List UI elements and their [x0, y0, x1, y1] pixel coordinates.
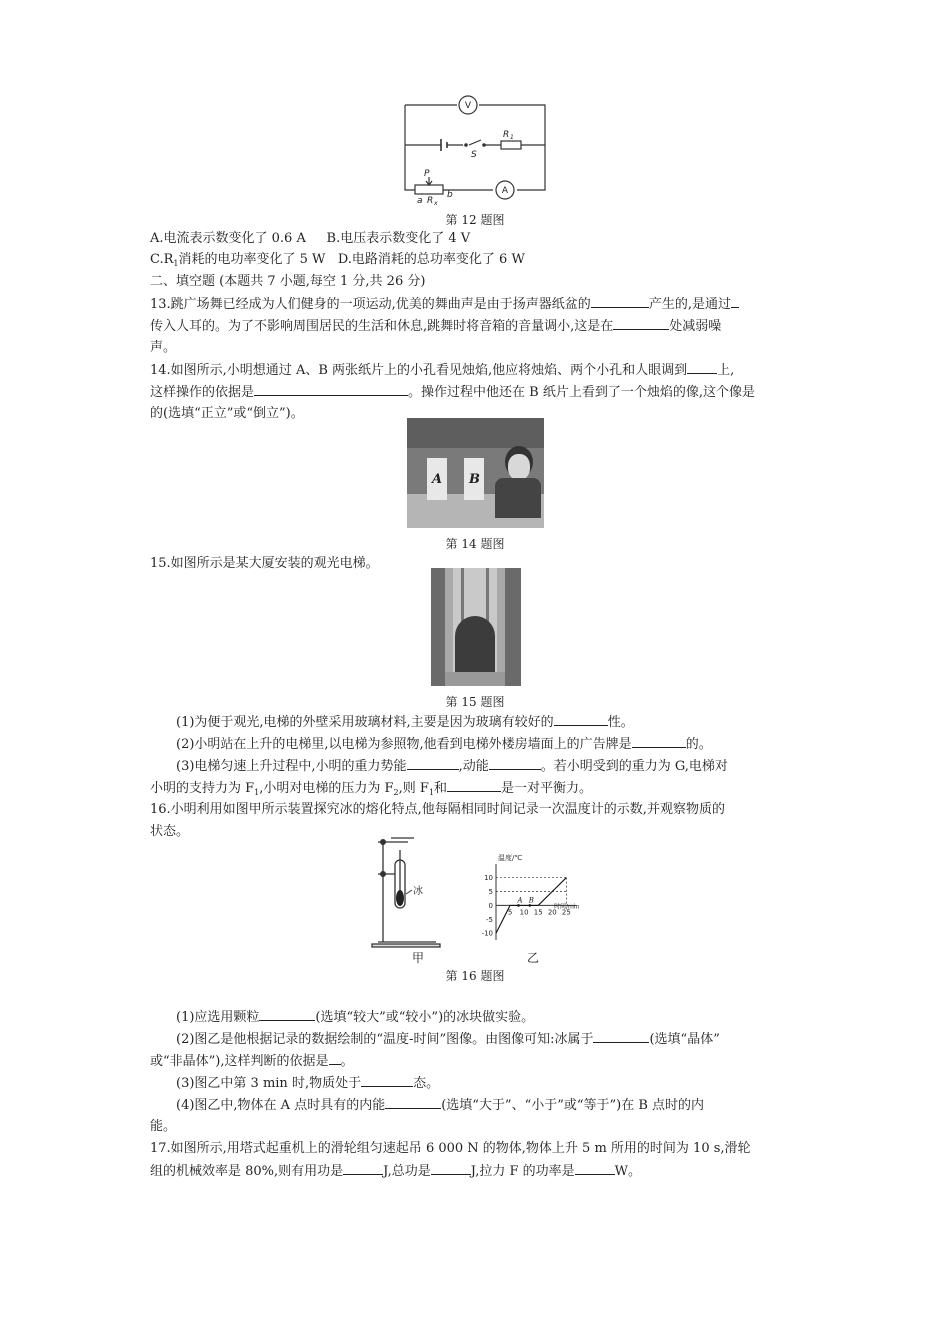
q16-apparatus — [368, 832, 468, 950]
q16-sub1: (1)应选用颗粒 (选填“较大”或“较小”)的冰块做实验。 — [176, 1007, 534, 1028]
q15-sub3-line2: 小明的支持力为 $F_1$,小明对电梯的压力为 $F_2$,则 $F_1$和 是一对平衡力。 — [150, 778, 592, 803]
switch-label: S — [471, 150, 477, 160]
q17-blank-3[interactable] — [575, 1161, 615, 1175]
q15-sub1: (1)为便于观光,电梯的外壁采用玻璃材料,主要是因为玻璃有较好的 性。 — [176, 712, 634, 733]
q15-blank-1[interactable] — [554, 712, 608, 726]
y-tick--5: -5 — [486, 915, 493, 924]
y-tick-0: 0 — [488, 901, 493, 910]
y-axis-label: 温度/℃ — [498, 854, 523, 862]
q13-line3: 声。 — [150, 340, 177, 355]
ice-label: 冰 — [413, 886, 423, 897]
r1-label: R — [503, 130, 510, 140]
q16-blank-5[interactable] — [385, 1095, 441, 1109]
x-tick-25: 25 — [561, 908, 571, 917]
q14-blank-1[interactable] — [687, 360, 717, 374]
ammeter-symbol: A — [501, 186, 509, 196]
q12-option-b: B.电压表示数变化了 4 V — [326, 231, 471, 246]
q15-sub2: (2)小明站在上升的电梯里,以电梯为参照物,他看到电梯外楼房墙面上的广告牌是 的。 — [176, 734, 712, 755]
point-A — [517, 904, 520, 907]
q17-line2: 组的机械效率是 80%,则有用功是 J,总功是 J,拉力 F 的功率是 W。 — [150, 1161, 641, 1182]
end-a-label: a — [417, 196, 423, 205]
point-B — [528, 904, 531, 907]
label-jia: 甲 — [411, 951, 424, 965]
x-tick-15: 15 — [533, 908, 543, 917]
x-axis-label: 时间/min — [554, 903, 580, 911]
q16-sub3: (3)图乙中第 3 min 时,物质处于 态。 — [176, 1073, 439, 1094]
x-tick-10: 10 — [519, 908, 529, 917]
slider-p-label: P — [424, 169, 430, 179]
q16-sub2-line1: (2)图乙是他根据记录的数据绘制的“温度-时间”图像。由图像可知:冰属于 (选填“晶体” — [176, 1029, 720, 1050]
q16-blank-4[interactable] — [361, 1073, 413, 1087]
q16-blank-2[interactable] — [593, 1029, 649, 1043]
q16-line1: 16.小明利用如图甲所示装置探究冰的熔化特点,他每隔相同时间记录一次温度计的示数,并观察物质的 — [150, 802, 725, 817]
q15-line1: 15.如图所示是某大厦安装的观光电梯。 — [150, 556, 379, 571]
q13-blank-2[interactable] — [731, 294, 739, 308]
x-tick-5: 5 — [507, 908, 513, 917]
q15-caption: 第 15 题图 — [445, 695, 505, 709]
q16-sub4-line2: 能。 — [150, 1119, 177, 1134]
q12-options-row1 — [150, 229, 470, 249]
q14-caption: 第 14 题图 — [445, 537, 505, 551]
q17-blank-1[interactable] — [343, 1161, 383, 1175]
q12-option-c: $C.R_1$消耗的电功率变化了 5 W — [150, 252, 326, 268]
q16-blank-3[interactable] — [329, 1051, 341, 1065]
q16-line2: 状态。 — [150, 824, 190, 839]
r1-sub: 1 — [510, 134, 514, 141]
q15-sub3-line1: (3)电梯匀速上升过程中,小明的重力势能 ,动能 。若小明受到的重力为 G,电梯对 — [176, 756, 728, 777]
q12-option-a: A.电流表示数变化了 0.6 A — [150, 231, 306, 246]
q15-blank-3[interactable] — [407, 756, 459, 770]
q17-blank-2[interactable] — [431, 1161, 471, 1175]
q16-sub2-line2: 或“非晶体”),这样判断的依据是 。 — [150, 1051, 354, 1072]
q12-options-row2 — [150, 250, 525, 274]
q14-photo — [407, 418, 544, 528]
q15-blank-2[interactable] — [632, 734, 686, 748]
q15-photo — [431, 568, 521, 686]
q14-blank-2[interactable] — [254, 382, 408, 396]
y-tick-5: 5 — [488, 887, 493, 896]
rx-sub: x — [434, 200, 438, 205]
paper-b-label: B — [469, 472, 480, 487]
q14-line1: 14.如图所示,小明想通过 A、B 两张纸片上的小孔看见烛焰,他应将烛焰、两个小孔和人眼调到 上, — [150, 360, 734, 381]
q16-caption: 第 16 题图 — [445, 969, 505, 983]
paper-a-label: A — [432, 472, 443, 487]
q17-line1: 17.如图所示,用塔式起重机上的滑轮组匀速起吊 6 000 N 的物体,物体上升 5 m 所用的时间为 10 s,滑轮 — [150, 1141, 751, 1156]
end-b-label: b — [447, 190, 453, 200]
x-tick-20: 20 — [547, 908, 557, 917]
q14-line3: 的(选填“正立”或“倒立”)。 — [150, 406, 304, 421]
q14-line2: 这样操作的依据是 。操作过程中他还在 B 纸片上看到了一个烛焰的像,这个像是 — [150, 382, 755, 403]
y-tick--10: -10 — [481, 929, 493, 938]
q12-option-d: D.电路消耗的总功率变化了 6 W — [337, 252, 525, 267]
q15-blank-4[interactable] — [489, 756, 541, 770]
point-label-B: B — [528, 896, 534, 905]
voltmeter-symbol: V — [464, 101, 472, 111]
point-label-A: A — [517, 896, 523, 905]
q13-line1: 13.跳广场舞已经成为人们健身的一项运动,优美的舞曲声是由于扬声器纸盆的 产生的,是通过 — [150, 294, 739, 315]
q16-temperature-chart — [472, 852, 582, 947]
label-yi: 乙 — [526, 951, 539, 965]
y-tick-10: 10 — [484, 874, 493, 883]
q12-circuit-diagram — [395, 95, 555, 205]
q13-blank-3[interactable] — [613, 316, 669, 330]
q16-blank-1[interactable] — [259, 1007, 315, 1021]
section-heading: 二、填空题 (本题共 7 小题,每空 1 分,共 26 分) — [150, 274, 426, 289]
q13-line2: 传入人耳的。为了不影响周围居民的生活和休息,跳舞时将音箱的音量调小,这是在 处减弱噪 — [150, 316, 721, 337]
q13-blank-1[interactable] — [591, 294, 649, 308]
q12-caption: 第 12 题图 — [445, 213, 505, 227]
q15-blank-5[interactable] — [447, 778, 501, 792]
rx-label: R — [427, 196, 434, 205]
q16-sub4-line1: (4)图乙中,物体在 A 点时具有的内能 (选填“大于”、“小于”或“等于”)在 B 点时的内 — [176, 1095, 704, 1116]
